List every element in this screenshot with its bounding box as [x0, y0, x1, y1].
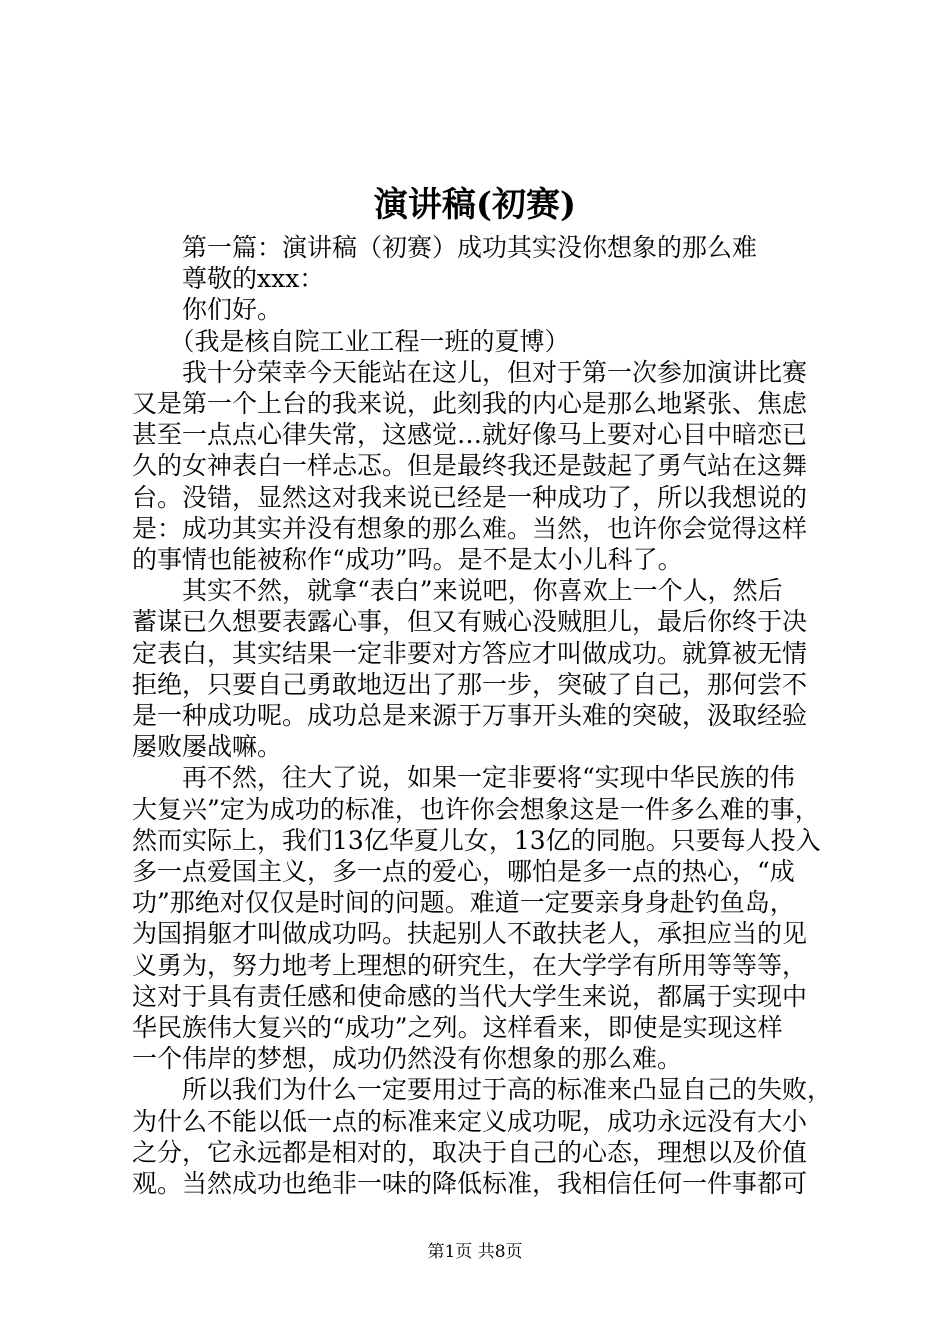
text-line: 甚至一点点心律失常，这感觉…就好像马上要对心目中暗恋已 [132, 420, 808, 450]
text-line: 所以我们为什么一定要用过于高的标准来凸显自己的失败， [132, 1075, 833, 1105]
text-line: 屡败屡战嘛。 [132, 732, 283, 762]
page-footer: 第1页 共8页 [427, 1242, 523, 1262]
text-line: 又是第一个上台的我来说，此刻我的内心是那么地紧张、焦虑 [132, 389, 808, 419]
text-line: 台。没错，显然这对我来说已经是一种成功了，所以我想说的 [132, 482, 808, 512]
text-line: 为什么不能以低一点的标准来定义成功呢，成功永远没有大小 [132, 1106, 808, 1136]
text-line: 多一点爱国主义，多一点的爱心，哪怕是多一点的热心，“成 [132, 857, 795, 887]
document-title: 演讲稿(初赛) [373, 185, 577, 225]
text-line: （我是核自院工业工程一班的夏博） [132, 326, 570, 356]
text-line: 是一种成功呢。成功总是来源于万事开头难的突破，汲取经验 [132, 701, 808, 731]
text-line: 我十分荣幸今天能站在这儿，但对于第一次参加演讲比赛 [132, 357, 808, 387]
text-line: 蓄谋已久想要表露心事，但又有贼心没贼胆儿，最后你终于决 [132, 607, 808, 637]
text-line: 再不然，往大了说，如果一定非要将“实现中华民族的伟 [132, 763, 795, 793]
text-line: 观。当然成功也绝非一味的降低标准，我相信任何一件事都可 [132, 1169, 808, 1199]
text-line: 之分，它永远都是相对的，取决于自己的心态，理想以及价值 [132, 1137, 808, 1167]
text-line: 久的女神表白一样忐忑。但是最终我还是鼓起了勇气站在这舞 [132, 451, 808, 481]
text-line: 一个伟岸的梦想，成功仍然没有你想象的那么难。 [132, 1044, 683, 1074]
text-line: 这对于具有责任感和使命感的当代大学生来说，都属于实现中 [132, 981, 808, 1011]
text-line: 是：成功其实并没有想象的那么难。当然，也许你会觉得这样 [132, 513, 808, 543]
text-line: 的事情也能被称作“成功”吗。是不是太小儿科了。 [132, 545, 683, 575]
text-line: 义勇为，努力地考上理想的研究生，在大学学有所用等等等， [132, 950, 808, 980]
text-line: 拒绝，只要自己勇敢地迈出了那一步，突破了自己，那何尝不 [132, 669, 808, 699]
text-line: 定表白，其实结果一定非要对方答应才叫做成功。就算被无情 [132, 638, 808, 668]
text-line: 尊敬的xxx： [132, 264, 325, 294]
text-line: 然而实际上，我们13亿华夏儿女，13亿的同胞。只要每人投入 [132, 825, 821, 855]
text-line: 你们好。 [132, 295, 283, 325]
text-line: 大复兴”定为成功的标准，也许你会想象这是一件多么难的事， [132, 794, 820, 824]
text-line: 功”那绝对仅仅是时间的问题。难道一定要亲身身赴钓鱼岛， [132, 888, 795, 918]
document-body [132, 232, 834, 1199]
text-line: 华民族伟大复兴的“成功”之列。这样看来，即使是实现这样 [132, 1013, 783, 1043]
text-line: 为国捐躯才叫做成功吗。扶起别人不敢扶老人，承担应当的见 [132, 919, 808, 949]
text-line: 其实不然，就拿“表白”来说吧，你喜欢上一个人，然后 [132, 576, 783, 606]
text-line: 第一篇：演讲稿（初赛）成功其实没你想象的那么难 [132, 233, 758, 262]
